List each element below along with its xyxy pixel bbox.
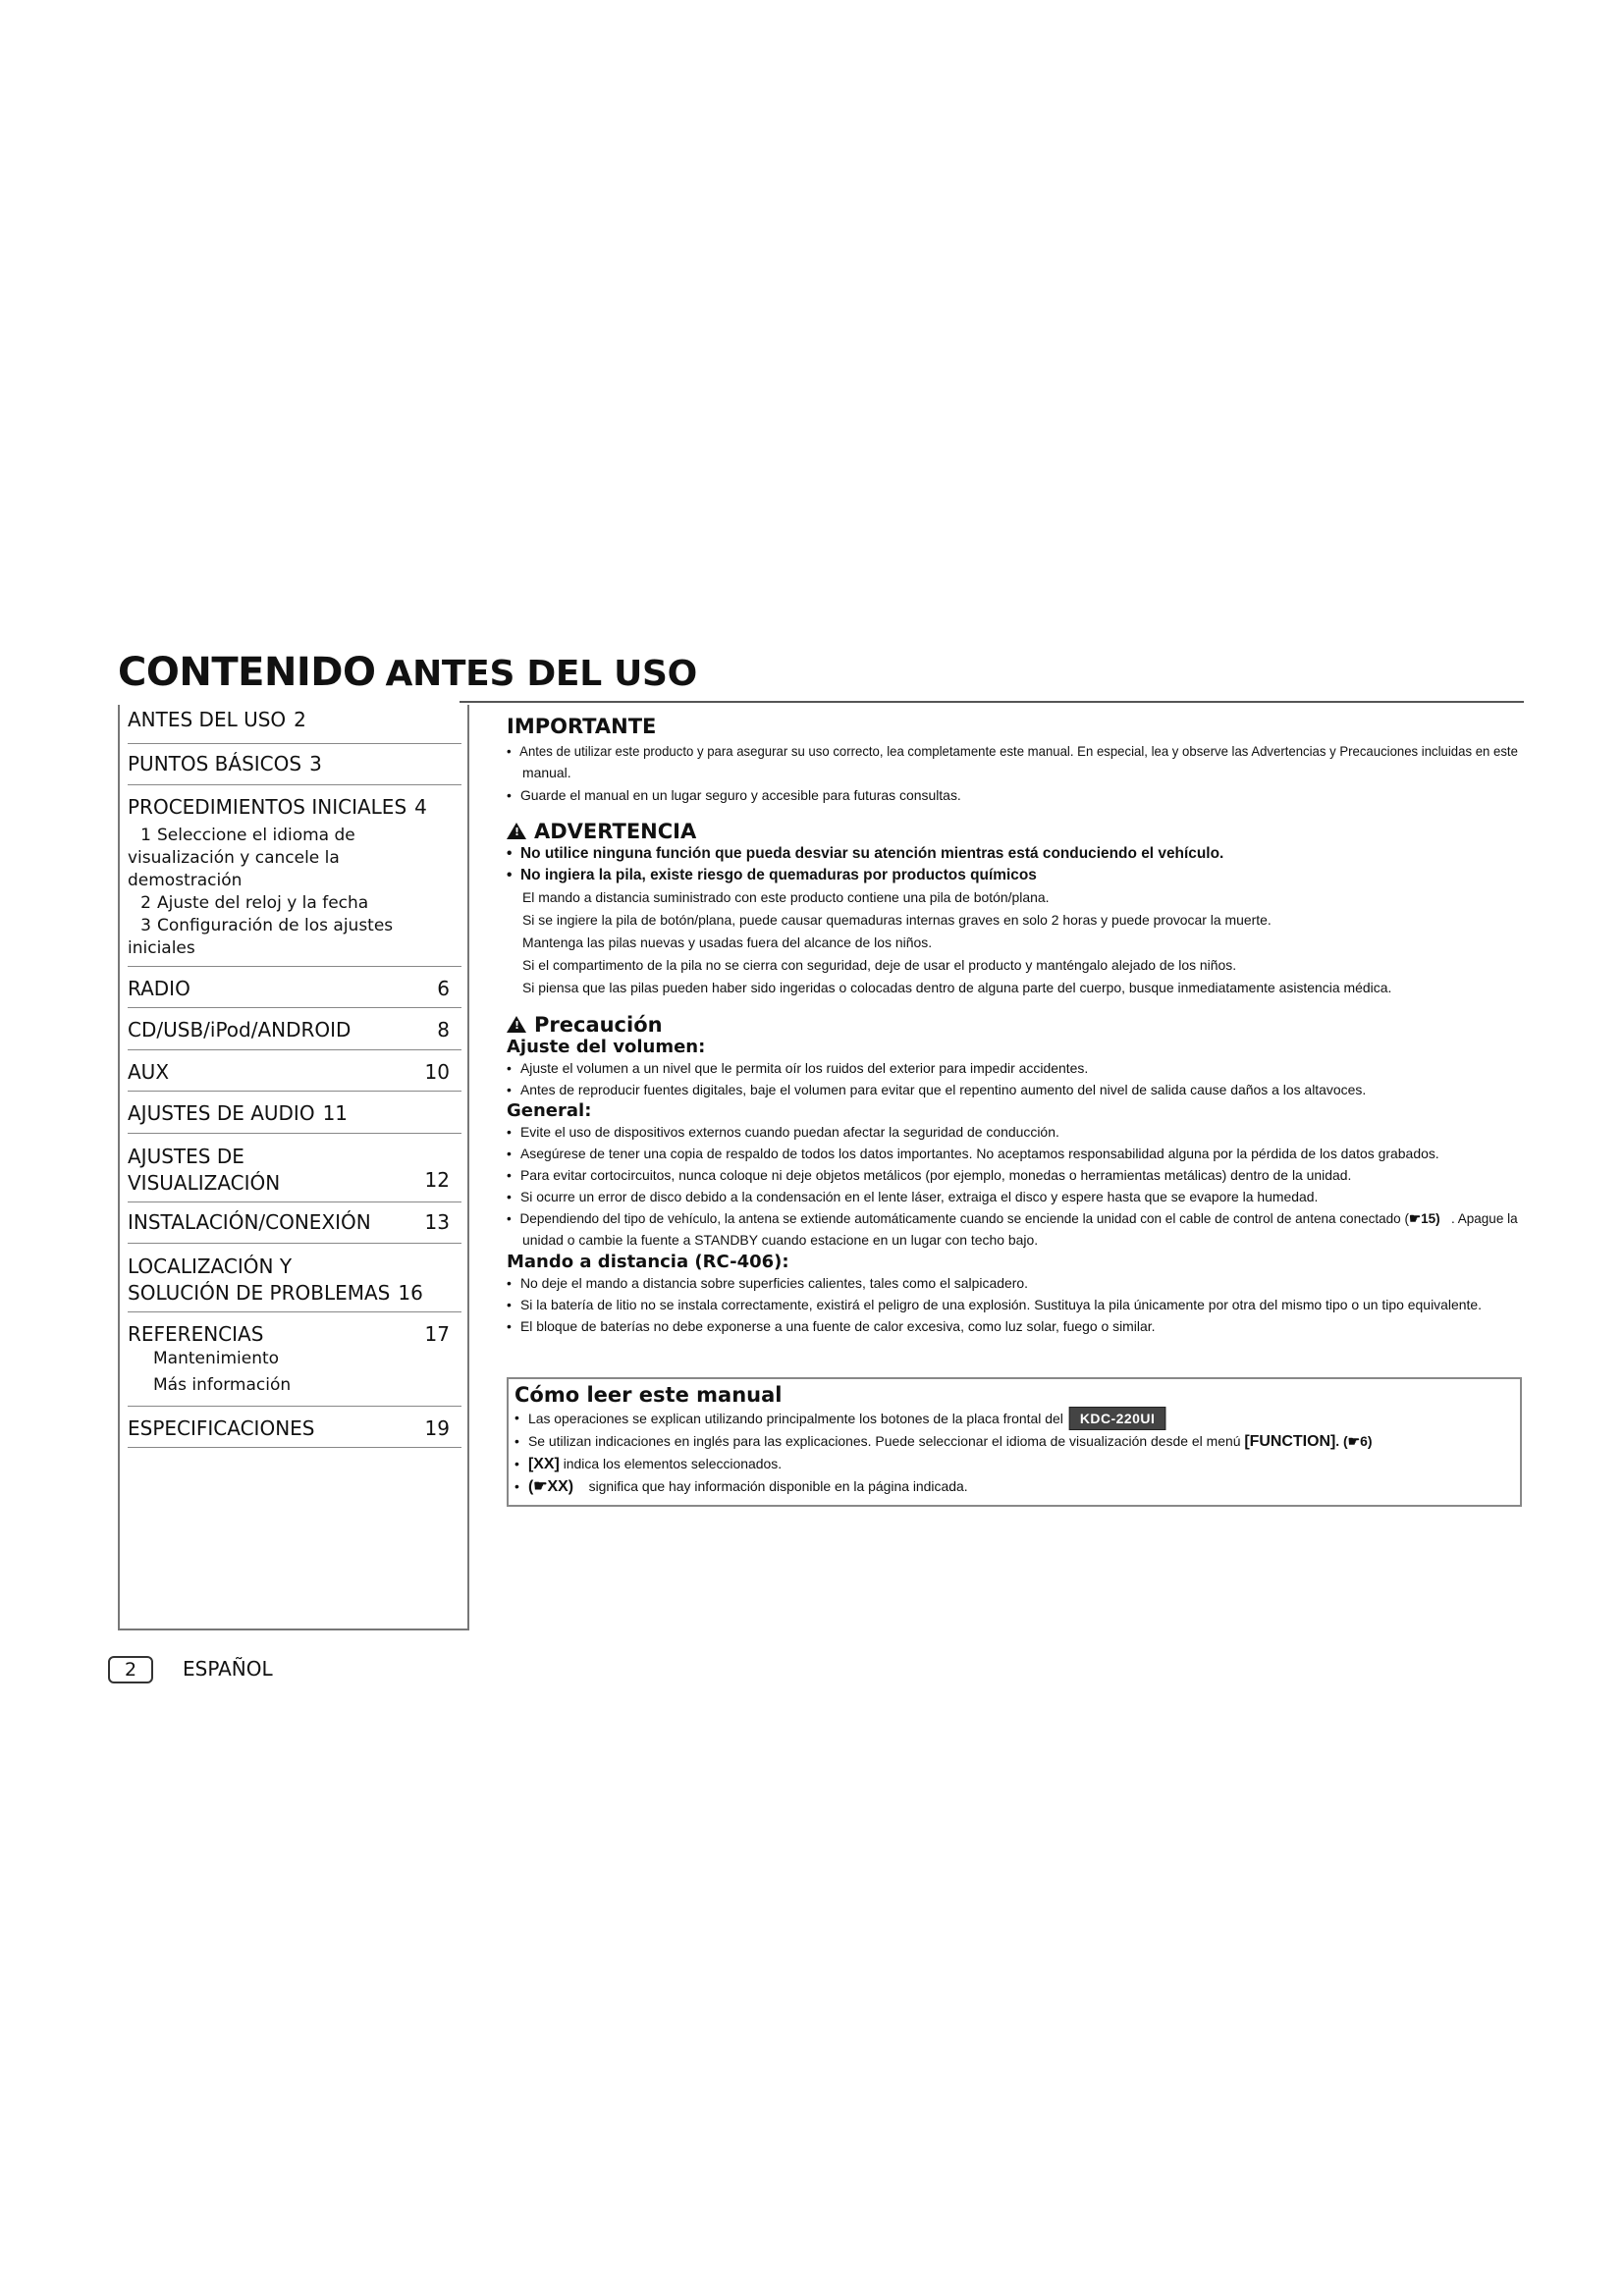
sub-text: Seleccione el idioma de — [157, 826, 355, 845]
general-bullet: • Para evitar cortocircuitos, nunca coloque ni deje objetos metálicos (por ejemplo, monedas o herramientas metálicas) dentro de la unidad. — [507, 1164, 1532, 1186]
toc-entry-instalacion[interactable] — [128, 1202, 461, 1244]
language-label: ESPAÑOL — [183, 1657, 273, 1681]
toc-subitem[interactable] — [128, 825, 461, 847]
toc-page: 3 — [309, 752, 322, 775]
antenna-text: Dependiendo del tipo de vehículo, la antena se extiende automáticamente cuando se enciende la unidad con el cable de control de antena conectado ( — [519, 1210, 1409, 1226]
sub-text: visualización y cancele la — [128, 848, 340, 868]
importante-bullet: • Guarde el manual en un lugar seguro y accesible para futuras consultas. — [507, 784, 1532, 806]
toc-page: 6 — [437, 977, 450, 1000]
function-key: [FUNCTION] — [1244, 1433, 1336, 1450]
page-number: 2 — [108, 1656, 153, 1683]
toc-label: VISUALIZACIÓN — [128, 1171, 281, 1195]
toc-page: 17 — [424, 1322, 450, 1346]
howto-bullet — [514, 1430, 1516, 1453]
toc-entry-ajustes-visualizacion[interactable] — [128, 1134, 461, 1202]
volumen-bullet: • Antes de reproducir fuentes digitales, baje el volumen para evitar que el repentino aumento del nivel de salida cause daños a los altavoces. — [507, 1079, 1532, 1100]
advertencia-bullet: • No ingiera la pila, existe riesgo de quemaduras por productos químicos — [507, 865, 1532, 886]
sub-num: 1 — [140, 826, 151, 845]
general-bullet: • Evite el uso de dispositivos externos cuando puedan afectar la seguridad de conducción. — [507, 1121, 1532, 1143]
page-header — [118, 650, 1522, 705]
warning-icon — [507, 823, 526, 839]
importante-bullet: • Antes de utilizar este producto y para asegurar su uso correcto, lea completamente este manual. En especial, lea y observe las Advertencias y Precauciones incluidas en este — [507, 740, 1531, 762]
advertencia-note: El mando a distancia suministrado con este producto contiene una pila de botón/plana. — [521, 889, 1050, 905]
sub-text: iniciales — [128, 938, 195, 958]
toc-label: PROCEDIMIENTOS INICIALES — [128, 795, 407, 819]
toc-page: 19 — [424, 1416, 450, 1440]
toc-label: ESPECIFICACIONES — [128, 1416, 315, 1440]
toc-label: CD/USB/iPod/ANDROID — [128, 1018, 352, 1041]
toc-label: AJUSTES DE AUDIO — [128, 1101, 315, 1125]
toc-label: REFERENCIAS — [128, 1322, 264, 1346]
mando-bullet: • No deje el mando a distancia sobre superficies calientes, tales como el salpicadero. — [507, 1272, 1532, 1294]
general-bullet: • Si ocurre un error de disco debido a la condensación en el lente láser, extraiga el disco y espere hasta que se evapore la humedad. — [507, 1186, 1532, 1207]
toc-page: 10 — [424, 1060, 450, 1084]
selected-item-key: [XX] — [527, 1456, 560, 1472]
howto-text: indica los elementos seleccionados. — [563, 1456, 783, 1471]
advertencia-note: Si se ingiere la pila de botón/plana, puede causar quemaduras internas graves en solo 2 horas y puede provocar la muerte. — [521, 912, 1272, 928]
howto-text: significa que hay información disponible en la página indicada. — [588, 1478, 968, 1494]
sub-text: demostración — [128, 871, 243, 890]
toc-entry-cd-usb[interactable] — [128, 1008, 461, 1050]
toc-label: AUX — [128, 1060, 170, 1084]
howto-text: Se utilizan indicaciones en inglés para las explicaciones. Puede seleccionar el idioma de visualización desde el menú — [527, 1433, 1241, 1449]
page-reference: . (☛6) — [1335, 1433, 1373, 1449]
toc-page: 11 — [322, 1101, 349, 1125]
table-of-contents — [118, 705, 469, 1630]
importante-bullet-cont: manual. — [521, 765, 571, 780]
precaucion-heading — [507, 1013, 1522, 1037]
sub-num: 3 — [140, 916, 151, 935]
advertencia-note: Si piensa que las pilas pueden haber sido ingeridas o colocadas dentro de alguna parte del cuerpo, busque inmediatamente asistencia médica. — [521, 980, 1392, 995]
antenna-bullet-cont: unidad o cambie la fuente a STANDBY cuando estacione en un lugar con techo bajo. — [521, 1232, 1039, 1248]
toc-page: 13 — [424, 1210, 450, 1234]
volumen-title: Ajuste del volumen: — [507, 1037, 706, 1057]
advertencia-bullet: • No utilice ninguna función que pueda desviar su atención mientras está conduciendo el vehículo. — [507, 843, 1532, 865]
toc-label: PUNTOS BÁSICOS — [128, 752, 302, 775]
howto-bullet — [514, 1453, 1516, 1475]
toc-subitem[interactable] — [128, 892, 461, 915]
contents-title: CONTENIDO — [118, 650, 376, 695]
section-title: ANTES DEL USO — [385, 654, 697, 694]
main-content — [507, 715, 1522, 1337]
header-rule — [460, 701, 1524, 703]
toc-page: 16 — [398, 1281, 423, 1305]
page-reference-key: (☛XX) — [527, 1478, 574, 1495]
toc-label: SOLUCIÓN DE PROBLEMAS — [128, 1281, 391, 1305]
toc-entry-especificaciones[interactable] — [128, 1407, 461, 1448]
volumen-bullet: • Ajuste el volumen a un nivel que le permita oír los ruidos del exterior para impedir accidentes. — [507, 1057, 1532, 1079]
mando-bullet: • Si la batería de litio no se instala correctamente, existirá el peligro de una explosión. Sustituya la pila únicamente por otra del mismo tipo o un tipo equivalente. — [507, 1294, 1532, 1315]
toc-entry-antes-del-uso[interactable] — [128, 705, 461, 744]
toc-page: 12 — [424, 1168, 450, 1192]
toc-page: 2 — [294, 708, 306, 731]
importante-title: IMPORTANTE — [507, 715, 657, 738]
toc-entry-puntos-basicos[interactable] — [128, 744, 461, 785]
toc-label: RADIO — [128, 977, 190, 1000]
mando-bullet: • El bloque de baterías no debe exponerse a una fuente de calor excesiva, como luz solar, fuego o similar. — [507, 1315, 1532, 1337]
page-reference: ☛15) — [1408, 1210, 1440, 1226]
howto-bullet — [514, 1475, 1516, 1498]
sub-num: 2 — [140, 893, 151, 913]
how-to-read-box — [507, 1377, 1522, 1507]
howto-bullet — [514, 1407, 1516, 1430]
toc-entry-radio[interactable] — [128, 967, 461, 1008]
toc-entry-procedimientos-iniciales[interactable] — [128, 785, 461, 967]
sub-text: Configuración de los ajustes — [157, 916, 394, 935]
toc-label: AJUSTES DE — [128, 1145, 244, 1168]
advertencia-note: Mantenga las pilas nuevas y usadas fuera del alcance de los niños. — [521, 934, 933, 950]
general-bullet: • Asegúrese de tener una copia de respaldo de todos los datos importantes. No aceptamos responsabilidad alguna por la pérdida de los datos grabados. — [507, 1143, 1532, 1164]
toc-label: LOCALIZACIÓN Y — [128, 1255, 293, 1278]
antenna-bullet — [507, 1207, 1531, 1229]
toc-label: ANTES DEL USO — [128, 708, 287, 731]
model-badge: KDC-220UI — [1069, 1407, 1165, 1430]
howto-title: Cómo leer este manual — [514, 1383, 783, 1407]
mando-title: Mando a distancia (RC-406): — [507, 1252, 789, 1272]
howto-text: Las operaciones se explican utilizando principalmente los botones de la placa frontal del — [527, 1411, 1063, 1426]
sub-text: Ajuste del reloj y la fecha — [157, 893, 369, 913]
toc-subitem[interactable] — [128, 915, 461, 937]
antenna-text: . Apague la — [1450, 1210, 1518, 1226]
toc-entry-localizacion[interactable] — [128, 1244, 461, 1312]
toc-label: INSTALACIÓN/CONEXIÓN — [128, 1210, 371, 1234]
general-title: General: — [507, 1100, 592, 1121]
precaucion-title: Precaución — [534, 1013, 663, 1037]
toc-entry-referencias[interactable] — [128, 1312, 461, 1407]
toc-subitem[interactable]: Más información — [153, 1375, 292, 1395]
toc-entry-aux[interactable] — [128, 1050, 461, 1092]
advertencia-title: ADVERTENCIA — [534, 820, 697, 843]
toc-entry-ajustes-audio[interactable] — [128, 1092, 461, 1134]
advertencia-heading — [507, 820, 1522, 843]
toc-subitem[interactable]: Mantenimiento — [153, 1349, 280, 1368]
advertencia-note: Si el compartimento de la pila no se cierra con seguridad, deje de usar el producto y manténgalo alejado de los niños. — [521, 957, 1237, 973]
toc-page: 8 — [437, 1018, 450, 1041]
toc-page: 4 — [414, 795, 427, 819]
caution-icon — [507, 1016, 526, 1033]
